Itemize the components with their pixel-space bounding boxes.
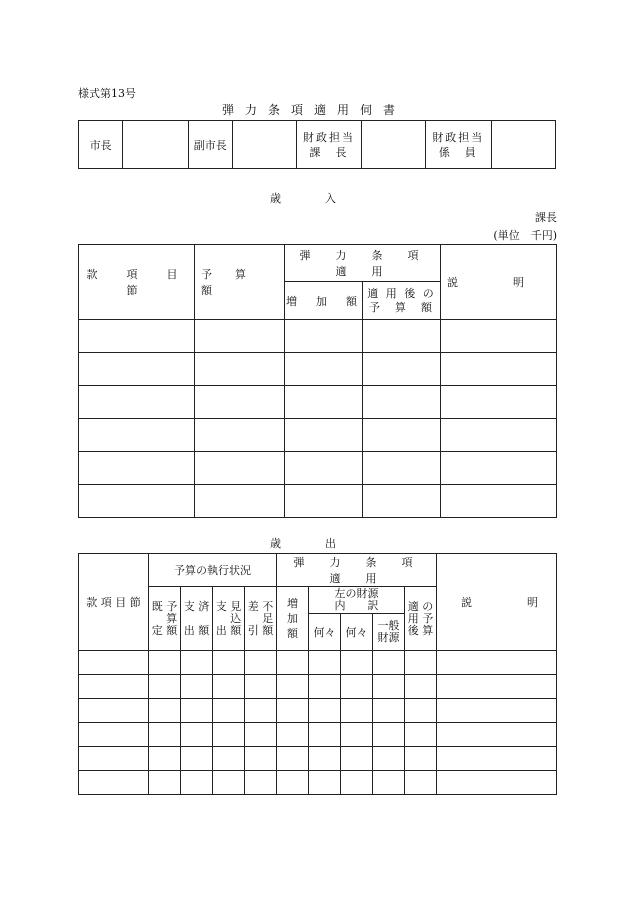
exp-cell[interactable] [309,699,341,723]
table-row [79,419,557,452]
rev-col-after-line2: 予 算 額 [369,300,434,314]
exp-cell[interactable] [309,747,341,771]
rev-cell[interactable] [285,320,363,353]
exp-sub-mikomi: 支 見 込 出 額 [213,587,245,651]
exp-cell[interactable] [245,651,277,675]
exp-col-item: 款 項 目 節 [79,554,149,651]
rev-cell[interactable] [441,419,557,452]
finance-staff-stamp-cell[interactable] [491,121,555,169]
revenue-table [78,244,557,518]
exp-cell[interactable] [149,699,181,723]
exp-cell[interactable] [79,747,149,771]
table-row [79,651,557,675]
exp-cell[interactable] [341,675,373,699]
exp-cell[interactable] [309,651,341,675]
rev-cell[interactable] [363,419,441,452]
exp-cell[interactable] [213,651,245,675]
exp-sub-increase: 増 加 額 [277,587,309,651]
rev-cell[interactable] [363,386,441,419]
table-row [79,320,557,353]
rev-cell[interactable] [363,485,441,518]
exp-cell[interactable] [437,675,557,699]
exp-cell[interactable] [79,699,149,723]
rev-cell[interactable] [441,485,557,518]
rev-cell[interactable] [79,419,195,452]
exp-cell[interactable] [181,723,213,747]
rev-cell[interactable] [79,320,195,353]
approval-table [78,120,556,169]
exp-cell[interactable] [405,699,437,723]
exp-cell[interactable] [181,675,213,699]
exp-cell[interactable] [245,723,277,747]
exp-sub-nani2: 何々 [341,614,373,651]
exp-cell[interactable] [245,675,277,699]
exp-cell[interactable] [245,771,277,795]
rev-cell[interactable] [195,419,285,452]
finance-staff-line1: 財政担当 [432,130,485,144]
exp-cell[interactable] [79,651,149,675]
exp-cell[interactable] [309,771,341,795]
exp-cell[interactable] [213,699,245,723]
expenditure-table [78,553,557,795]
exp-cell[interactable] [79,723,149,747]
rev-col-note: 説 明 [441,245,557,320]
exp-cell[interactable] [341,723,373,747]
rev-col-item: 款 項 目 節 [79,245,195,320]
exp-col-note: 説 明 [437,554,557,651]
exp-cell[interactable] [437,651,557,675]
finance-chief-label [297,121,361,169]
exp-col-status: 予算の執行状況 [149,554,277,587]
exp-cell[interactable] [181,699,213,723]
rev-cell[interactable] [441,386,557,419]
rev-cell[interactable] [285,386,363,419]
finance-staff-label [426,121,491,169]
table-row [79,452,557,485]
table-row [79,699,557,723]
exp-cell[interactable] [373,747,405,771]
table-row [79,723,557,747]
exp-cell[interactable] [341,651,373,675]
exp-cell[interactable] [181,651,213,675]
rev-cell[interactable] [363,320,441,353]
rev-col-after-line1: 適 用 後 の [367,286,436,300]
finance-chief-line2: 課 長 [309,145,349,159]
exp-cell[interactable] [245,747,277,771]
exp-cell[interactable] [373,675,405,699]
rev-cell[interactable] [79,452,195,485]
exp-sub-kiteigaku: 既 予 算 定 額 [149,587,181,651]
exp-cell[interactable] [79,771,149,795]
exp-sub-shishutsu: 支 済 出 額 [181,587,213,651]
exp-cell[interactable] [437,747,557,771]
mayor-stamp-cell[interactable] [123,121,188,169]
exp-cell[interactable] [213,723,245,747]
table-row [79,675,557,699]
exp-cell[interactable] [341,699,373,723]
rev-cell[interactable] [79,386,195,419]
exp-cell[interactable] [213,747,245,771]
rev-cell[interactable] [285,452,363,485]
exp-cell[interactable] [341,747,373,771]
exp-cell[interactable] [149,747,181,771]
exp-cell[interactable] [309,723,341,747]
deputy-mayor-stamp-cell[interactable] [232,121,296,169]
rev-cell[interactable] [363,452,441,485]
exp-cell[interactable] [437,771,557,795]
exp-cell[interactable] [181,747,213,771]
exp-sub-nani1: 何々 [309,614,341,651]
exp-col-elastic: 弾 力 条 項 適 用 [277,554,437,587]
exp-cell[interactable] [405,651,437,675]
exp-cell[interactable] [277,675,309,699]
rev-cell[interactable] [285,353,363,386]
rev-col-budget: 予 算 額 [195,245,285,320]
exp-cell[interactable] [373,651,405,675]
exp-cell[interactable] [149,771,181,795]
rev-cell[interactable] [363,353,441,386]
finance-staff-line2: 係 員 [438,145,478,159]
exp-cell[interactable] [437,699,557,723]
rev-cell[interactable] [285,419,363,452]
rev-col-after [363,282,441,320]
exp-sub-general: 一般 財源 [373,614,405,651]
mayor-label: 市長 [79,121,123,169]
table-row [79,771,557,795]
unit-label: (単位 千円) [493,229,557,242]
exp-cell[interactable] [437,723,557,747]
exp-cell[interactable] [277,771,309,795]
table-row [79,386,557,419]
exp-sub-fusoku: 差 不 足 引 額 [245,587,277,651]
exp-cell[interactable] [149,675,181,699]
deputy-mayor-label: 副市長 [188,121,232,169]
finance-chief-stamp-cell[interactable] [361,121,425,169]
exp-cell[interactable] [341,771,373,795]
exp-cell[interactable] [373,699,405,723]
section-chief-label: 課長 [535,211,557,224]
rev-cell[interactable] [195,386,285,419]
exp-sub-source-head: 左の財源 内 訳 [309,587,405,614]
exp-cell[interactable] [309,675,341,699]
rev-col-elastic: 弾 力 条 項 適 用 [285,245,441,282]
exp-cell[interactable] [405,771,437,795]
exp-cell[interactable] [245,699,277,723]
rev-cell[interactable] [195,452,285,485]
form-title: 弾力条項適用伺書 [222,103,407,117]
revenue-section-title: 歳 入 [270,192,336,205]
form-number: 様式第13号 [78,87,136,100]
exp-cell[interactable] [213,675,245,699]
exp-cell[interactable] [277,747,309,771]
exp-sub-after: 適 の 用 予 後 算 [405,587,437,651]
exp-cell[interactable] [405,747,437,771]
exp-cell[interactable] [405,723,437,747]
exp-cell[interactable] [213,771,245,795]
expenditure-section-title: 歳 出 [270,537,336,550]
table-row [79,485,557,518]
rev-cell[interactable] [441,353,557,386]
exp-cell[interactable] [373,771,405,795]
rev-cell[interactable] [195,353,285,386]
exp-cell[interactable] [79,675,149,699]
table-row [79,747,557,771]
rev-col-increase: 増 加 額 [285,282,363,320]
exp-cell[interactable] [277,651,309,675]
rev-cell[interactable] [195,485,285,518]
rev-cell[interactable] [441,452,557,485]
rev-cell[interactable] [79,353,195,386]
rev-cell[interactable] [195,320,285,353]
rev-cell[interactable] [285,485,363,518]
finance-chief-line1: 財政担当 [303,130,356,144]
exp-cell[interactable] [373,723,405,747]
exp-cell[interactable] [181,771,213,795]
exp-cell[interactable] [149,723,181,747]
exp-cell[interactable] [405,675,437,699]
exp-cell[interactable] [277,699,309,723]
rev-cell[interactable] [79,485,195,518]
exp-cell[interactable] [149,651,181,675]
table-row [79,353,557,386]
exp-cell[interactable] [277,723,309,747]
rev-cell[interactable] [441,320,557,353]
